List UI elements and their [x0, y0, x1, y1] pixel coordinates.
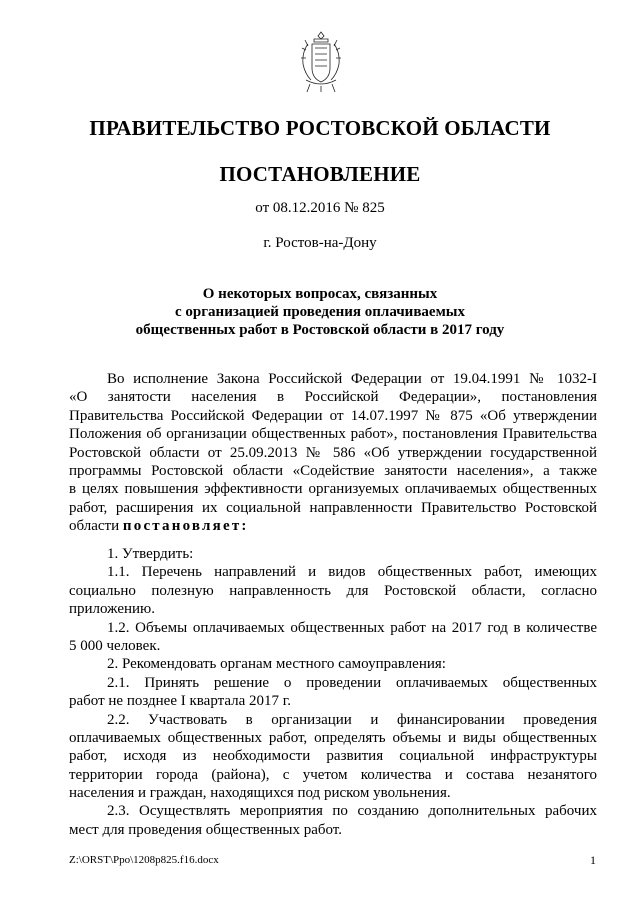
- preamble-line: Правительства Российской Федерации от 14.07.1997 № 875 «Об утверждении: [69, 407, 597, 424]
- item-2-2-line: территории города (района), с учетом количества и состава незанятого: [69, 766, 597, 783]
- preamble-line: программы Ростовской области «Содействие занятости населения», а также: [69, 462, 597, 479]
- item-1-2-line: 1.2. Объемы оплачиваемых общественных работ на 2017 год в количестве: [107, 619, 597, 636]
- item-1-2-line: 5 000 человек.: [69, 637, 161, 654]
- title-line: с организацией проведения оплачиваемых: [174, 304, 466, 320]
- resolves-word: постановляет:: [122, 518, 249, 535]
- item-2-1-line: работ не позднее I квартала 2017 г.: [69, 693, 291, 710]
- preamble-line: в целях повышения эффективности организуемых оплачиваемых общественных: [69, 481, 597, 498]
- item-2-1-line: 2.1. Принять решение о проведении оплачиваемых общественных: [107, 674, 597, 691]
- item-2-3-line: мест для проведения общественных работ.: [69, 821, 342, 838]
- item-2-2-line: оплачиваемых общественных работ, определять объемы и виды общественных: [69, 729, 597, 746]
- document-title: [0, 285, 640, 339]
- preamble-line: работ, расширения их социальной направленности Правительство Ростовской: [69, 499, 597, 516]
- item-1: 1. Утвердить:: [107, 546, 194, 562]
- footer-file-path: Z:\ORST\Ppo\1208p825.f16.docx: [69, 854, 219, 866]
- preamble-paragraph: [69, 370, 597, 536]
- item-1-1-line: социально полезную направленность для Ростовской области, согласно: [69, 582, 597, 599]
- title-line: О некоторых вопросах, связанных: [202, 286, 438, 302]
- item-2-2-line: работ, исходя из необходимости развития социальной инфраструктуры: [69, 748, 597, 765]
- preamble-line: Положения об организации общественных работ», постановления Правительства: [69, 426, 597, 443]
- item-2-2-line: населения и граждан, находящихся под риском увольнения.: [69, 785, 451, 802]
- preamble-line: Ростовской области от 25.09.2013 № 586 «Об утверждении государственной: [69, 444, 597, 461]
- item-1-1-line: приложению.: [69, 601, 156, 618]
- title-line: общественных работ в Ростовской области в 2017 году: [135, 322, 505, 338]
- preamble-line: Во исполнение Закона Российской Федерации от 19.04.1991 № 1032-I: [107, 371, 597, 387]
- page-number: 1: [590, 853, 596, 867]
- document-type-heading: ПОСТАНОВЛЕНИЕ: [219, 162, 421, 186]
- city: г. Ростов-на-Дону: [263, 235, 377, 251]
- item-2-2-line: 2.2. Участвовать в организации и финансировании проведения: [107, 711, 597, 728]
- preamble-last-word: области: [69, 518, 120, 535]
- resolution-items: [69, 545, 597, 839]
- coat-of-arms-icon: [298, 30, 344, 94]
- preamble-line: «О занятости населения в Российской Федерации», постановления: [69, 389, 597, 406]
- government-heading: ПРАВИТЕЛЬСТВО РОСТОВСКОЙ ОБЛАСТИ: [89, 116, 551, 140]
- preamble-line: [69, 517, 597, 535]
- item-2: 2. Рекомендовать органам местного самоуправления:: [107, 656, 446, 673]
- item-1-1-line: 1.1. Перечень направлений и видов общественных работ, имеющих: [107, 564, 597, 581]
- date-number: от 08.12.2016 № 825: [255, 200, 385, 216]
- item-2-3-line: 2.3. Осуществлять мероприятия по созданию дополнительных рабочих: [107, 803, 597, 820]
